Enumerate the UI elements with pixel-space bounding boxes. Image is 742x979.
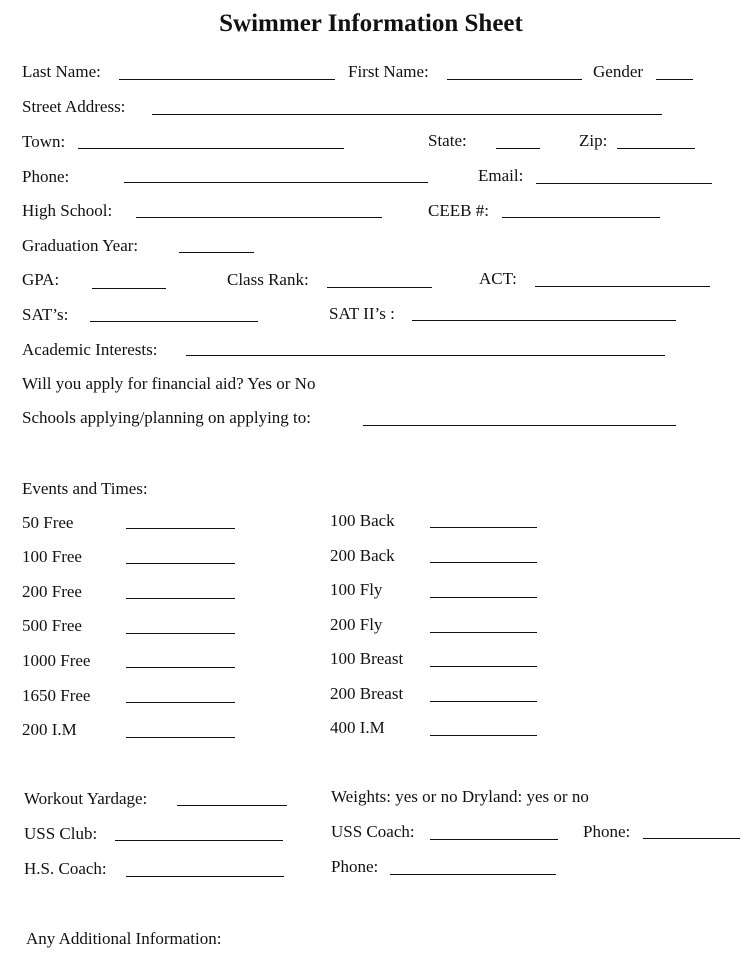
first-name-field[interactable]: [447, 79, 582, 80]
event-right-time-field[interactable]: [430, 666, 537, 667]
first-name-label: First Name:: [348, 62, 429, 81]
street-address-field[interactable]: [152, 114, 662, 115]
event-left-label: 100 Free: [22, 547, 82, 566]
gender-field[interactable]: [656, 79, 693, 80]
event-left-time-field[interactable]: [126, 667, 235, 668]
uss-coach-phone-label: Phone:: [583, 822, 631, 841]
event-right-time-field[interactable]: [430, 701, 537, 702]
graduation-year-field[interactable]: [179, 252, 254, 253]
gpa-label: GPA:: [22, 270, 60, 289]
sats-label: SAT’s:: [22, 305, 69, 324]
phone-label: Phone:: [22, 167, 70, 186]
event-left-label: 50 Free: [22, 513, 74, 532]
ceeb-label: CEEB #:: [428, 201, 489, 220]
hs-coach-phone-label: Phone:: [331, 857, 379, 876]
event-right-time-field[interactable]: [430, 735, 537, 736]
schools-field[interactable]: [363, 425, 676, 426]
act-field[interactable]: [535, 286, 710, 287]
event-right-label: 400 I.M: [330, 718, 385, 737]
event-left-time-field[interactable]: [126, 702, 235, 703]
event-left-time-field[interactable]: [126, 563, 235, 564]
sat2-label: SAT II’s :: [329, 304, 395, 323]
uss-club-field[interactable]: [115, 840, 283, 841]
event-left-label: 1000 Free: [22, 651, 91, 670]
last-name-field[interactable]: [119, 79, 335, 80]
event-right-label: 100 Back: [330, 511, 395, 530]
academic-interests-field[interactable]: [186, 355, 665, 356]
last-name-label: Last Name:: [22, 62, 101, 81]
class-rank-field[interactable]: [327, 287, 432, 288]
event-right-label: 200 Back: [330, 546, 395, 565]
gpa-field[interactable]: [92, 288, 166, 289]
academic-interests-label: Academic Interests:: [22, 340, 158, 359]
email-field[interactable]: [536, 183, 712, 184]
hs-coach-field[interactable]: [126, 876, 284, 877]
schools-label: Schools applying/planning on applying to:: [22, 408, 311, 427]
uss-club-label: USS Club:: [24, 824, 98, 843]
uss-coach-field[interactable]: [430, 839, 558, 840]
events-heading: Events and Times:: [22, 479, 148, 498]
event-left-label: 200 Free: [22, 582, 82, 601]
graduation-year-label: Graduation Year:: [22, 236, 139, 255]
event-right-time-field[interactable]: [430, 527, 537, 528]
event-left-time-field[interactable]: [126, 598, 235, 599]
high-school-field[interactable]: [136, 217, 382, 218]
event-right-label: 200 Fly: [330, 615, 383, 634]
event-left-label: 1650 Free: [22, 686, 91, 705]
email-label: Email:: [478, 166, 524, 185]
phone-field[interactable]: [124, 182, 428, 183]
uss-coach-phone-field[interactable]: [643, 838, 740, 839]
event-right-time-field[interactable]: [430, 597, 537, 598]
additional-info-label: Any Additional Information:: [26, 929, 222, 948]
event-right-time-field[interactable]: [430, 632, 537, 633]
event-right-time-field[interactable]: [430, 562, 537, 563]
sat2-field[interactable]: [412, 320, 676, 321]
event-left-time-field[interactable]: [126, 528, 235, 529]
zip-field[interactable]: [617, 148, 695, 149]
workout-yardage-label: Workout Yardage:: [24, 789, 148, 808]
ceeb-field[interactable]: [502, 217, 660, 218]
event-left-label: 500 Free: [22, 616, 82, 635]
act-label: ACT:: [479, 269, 517, 288]
weights-dryland-question: Weights: yes or no Dryland: yes or no: [331, 787, 589, 806]
hs-coach-label: H.S. Coach:: [24, 859, 107, 878]
gender-label: Gender: [593, 62, 644, 81]
event-right-label: 100 Fly: [330, 580, 383, 599]
zip-label: Zip:: [579, 131, 608, 150]
street-address-label: Street Address:: [22, 97, 126, 116]
class-rank-label: Class Rank:: [227, 270, 309, 289]
state-field[interactable]: [496, 148, 540, 149]
sats-field[interactable]: [90, 321, 258, 322]
state-label: State:: [428, 131, 467, 150]
event-left-time-field[interactable]: [126, 737, 235, 738]
event-left-label: 200 I.M: [22, 720, 77, 739]
town-label: Town:: [22, 132, 66, 151]
hs-coach-phone-field[interactable]: [390, 874, 556, 875]
event-right-label: 200 Breast: [330, 684, 404, 703]
high-school-label: High School:: [22, 201, 113, 220]
financial-aid-question: Will you apply for financial aid? Yes or No: [22, 374, 316, 393]
town-field[interactable]: [78, 148, 344, 149]
event-left-time-field[interactable]: [126, 633, 235, 634]
page-title: Swimmer Information Sheet: [219, 10, 523, 37]
event-right-label: 100 Breast: [330, 649, 404, 668]
workout-yardage-field[interactable]: [177, 805, 287, 806]
uss-coach-label: USS Coach:: [331, 822, 415, 841]
